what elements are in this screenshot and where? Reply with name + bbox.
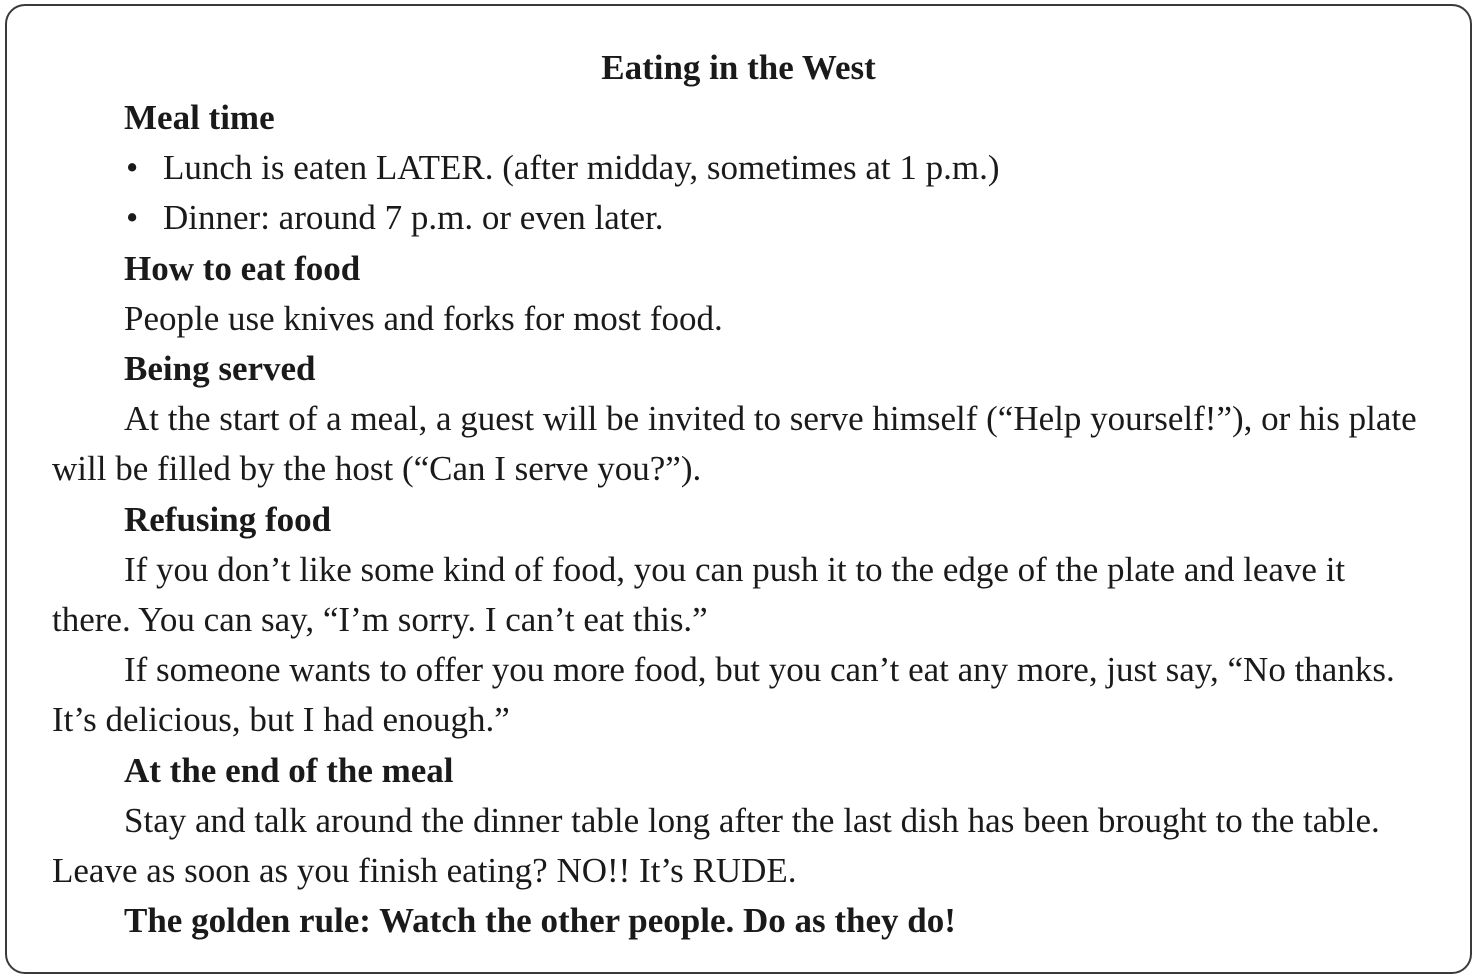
meal-time-list bbox=[52, 143, 1432, 243]
section-heading-end-of-meal: At the end of the meal bbox=[124, 750, 454, 790]
bullet-icon: • bbox=[126, 148, 139, 188]
list-item bbox=[124, 143, 1432, 193]
list-item-text: Dinner: around 7 p.m. or even later. bbox=[163, 198, 664, 238]
golden-rule: The golden rule: Watch the other people. Do as they do! bbox=[124, 901, 956, 941]
paragraph-being-served: At the start of a meal, a guest will be invited to serve himself (“Help yourself!”), or his plate will be filled by the host (“Can I serve you?”). bbox=[52, 399, 1417, 489]
section-heading-meal-time: Meal time bbox=[124, 98, 275, 137]
paragraph-end-of-meal: Stay and talk around the dinner table long after the last dish has been brought to the table. Leave as soon as you finish eating? NO!! It’s RUDE. bbox=[52, 800, 1380, 891]
paragraph-refusing-food-1: If you don’t like some kind of food, you can push it to the edge of the plate and leave it there. You can say, “I’m sorry. I can’t eat this.” bbox=[52, 549, 1346, 640]
paragraph-refusing-food-2: If someone wants to offer you more food, but you can’t eat any more, just say, “No thanks. It’s delicious, but I had enough.” bbox=[52, 650, 1395, 740]
page-title: Eating in the West bbox=[601, 48, 876, 87]
paragraph-how-to-eat: People use knives and forks for most food. bbox=[124, 298, 723, 338]
section-heading-how-to-eat: How to eat food bbox=[124, 248, 361, 288]
info-card bbox=[5, 4, 1472, 974]
bullet-icon: • bbox=[126, 198, 139, 238]
section-heading-being-served: Being served bbox=[124, 349, 316, 389]
list-item bbox=[124, 193, 1432, 243]
section-heading-refusing-food: Refusing food bbox=[124, 499, 332, 539]
card-content bbox=[52, 93, 1432, 946]
list-item-text: Lunch is eaten LATER. (after midday, sometimes at 1 p.m.) bbox=[163, 148, 1000, 188]
